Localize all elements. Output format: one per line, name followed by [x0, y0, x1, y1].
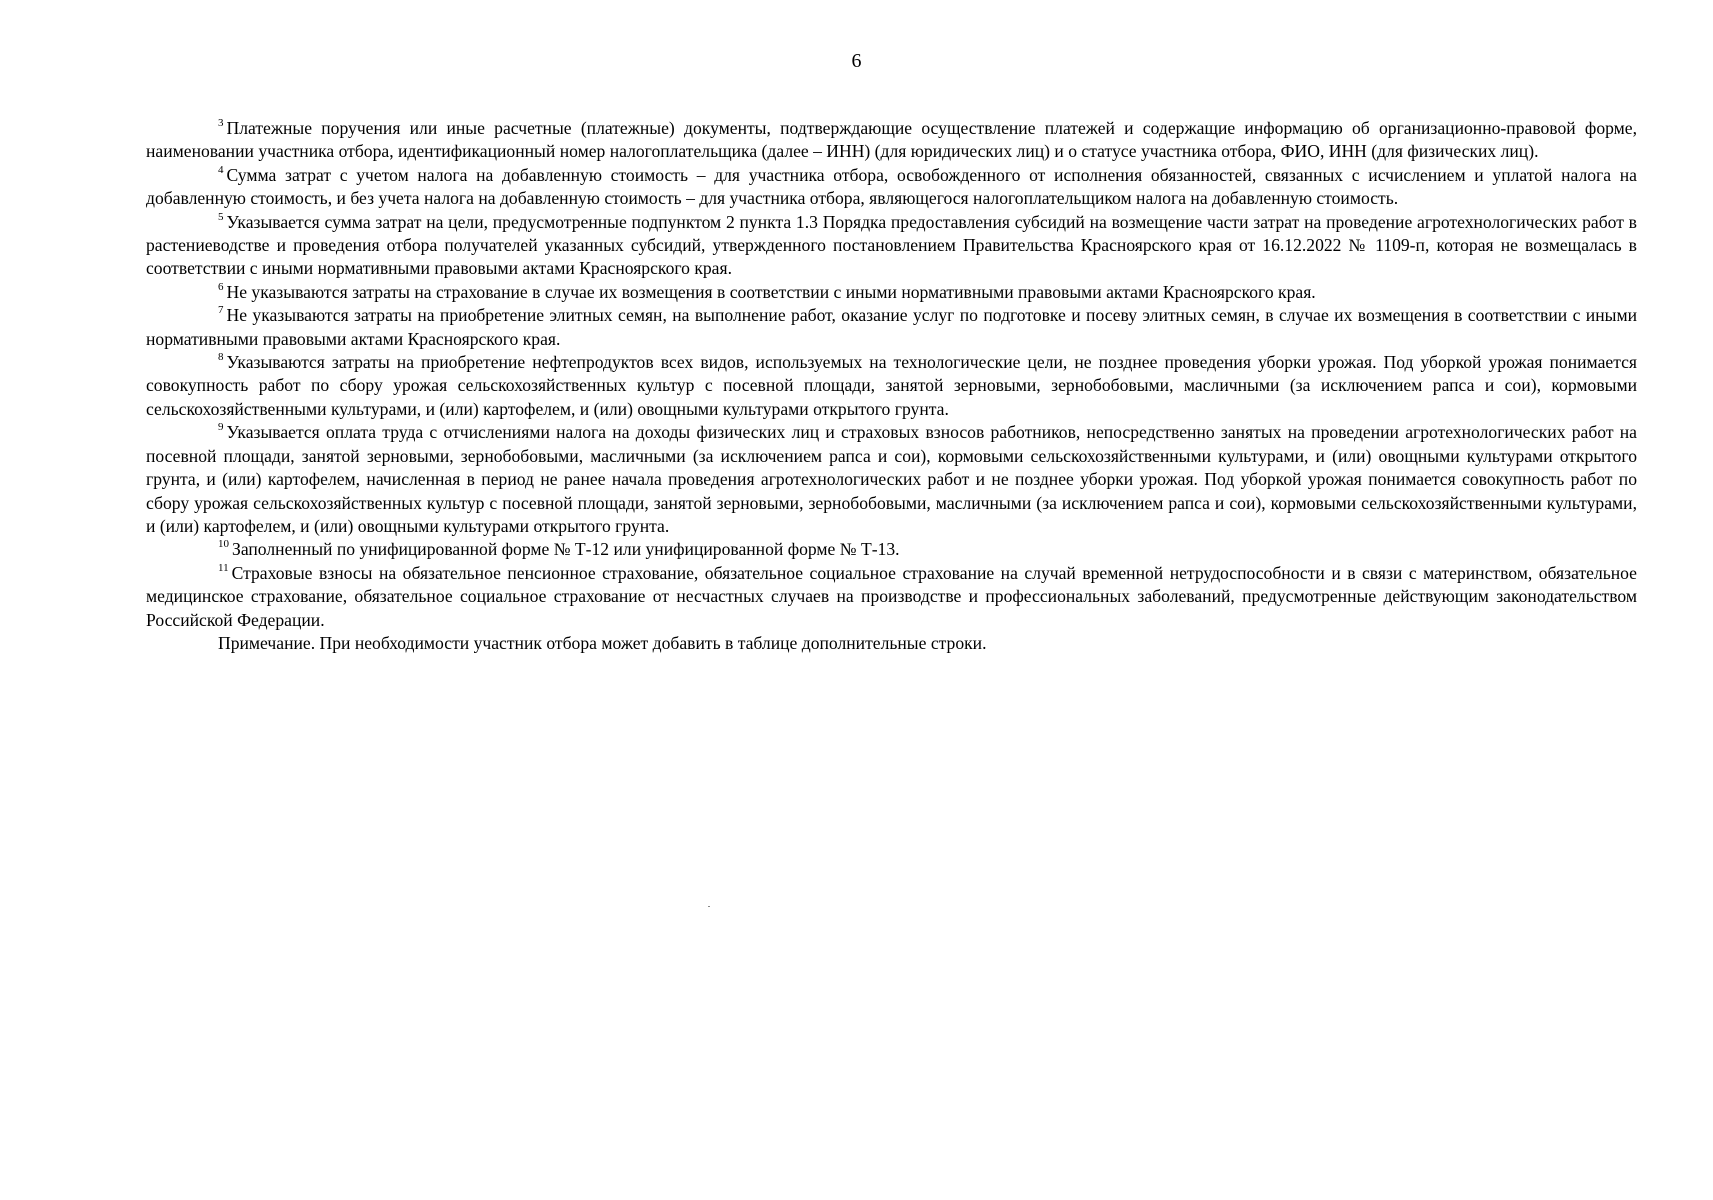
footnote-marker: 9 — [218, 421, 224, 434]
footnote-5 — [146, 211, 1637, 281]
footnote-text: Не указываются затраты на страхование в случае их возмещения в соответствии с иными нормативными правовыми актами Красноярского края. — [226, 281, 1316, 302]
footnote-11 — [146, 562, 1637, 632]
footnote-4 — [146, 164, 1637, 211]
footnote-text: Платежные поручения или иные расчетные (платежные) документы, подтверждающие осуществление платежей и содержащие информацию об организационно-правовой форме, наименовании участника отбора, идентификационный номер налогоплательщика (далее – ИНН) (для юридических лиц) и о статусе участника отбора, ФИО, ИНН (для физических лиц). — [146, 118, 1637, 162]
footnote-7 — [146, 304, 1637, 351]
footnotes-section — [146, 117, 1637, 655]
footnote-9 — [146, 421, 1637, 538]
footnote-3 — [146, 117, 1637, 164]
scan-speck — [708, 906, 710, 907]
footnote-marker: 5 — [218, 210, 224, 223]
footnote-text: Указываются затраты на приобретение нефтепродуктов всех видов, используемых на технологические цели, не позднее проведения уборки урожая. Под уборкой урожая понимается совокупность работ по сбору урожая сельскохозяйственных культур с посевной площади, занятой зерновыми, зернобобовыми, масличными (за исключением рапса и сои), кормовыми сельскохозяйственными культурами, и (или) картофелем, и (или) овощными культурами открытого грунта. — [146, 352, 1637, 419]
footnote-marker: 11 — [218, 561, 229, 574]
footnote-text: Заполненный по унифицированной форме № Т-12 или унифицированной форме № Т-13. — [232, 539, 900, 560]
footnote-marker: 8 — [218, 351, 224, 364]
footnote-marker: 3 — [218, 117, 224, 129]
footnote-text: Не указываются затраты на приобретение элитных семян, на выполнение работ, оказание услуг по подготовке и посеву элитных семян, в случае их возмещения в соответствии с иными нормативными правовыми актами Красноярского края. — [146, 305, 1637, 349]
footnote-10 — [146, 538, 1637, 561]
footnote-6 — [146, 281, 1637, 304]
footnote-marker: 4 — [218, 163, 224, 176]
footnote-text: Указывается сумма затрат на цели, предусмотренные подпунктом 2 пункта 1.3 Порядка предоставления субсидий на возмещение части затрат на проведение агротехнологических работ в растениеводстве и проведения отбора получателей указанных субсидий, утвержденного постановлением Правительства Красноярского края от 16.12.2022 № 1109-п, которая не возмещалась в соответствии с иными нормативными правовыми актами Красноярского края. — [146, 211, 1637, 279]
footnote-8 — [146, 351, 1637, 421]
footnote-text: Указывается оплата труда с отчислениями налога на доходы физических лиц и страховых взносов работников, непосредственно занятых на проведении агротехнологических работ на посевной площади, занятой зерновыми, зернобобовыми, масличными (за исключением рапса и сои), кормовыми сельскохозяйственными культурами, и (или) овощными культурами открытого грунта, и (или) картофелем, начисленная в период не ранее начала проведения агротехнологических работ и не позднее уборки урожая. Под уборкой урожая понимается совокупность работ по сбору урожая сельскохозяйственных культур с посевной площади, занятой зерновыми, зернобобовыми, масличными (за исключением рапса и сои), кормовыми сельскохозяйственными культурами, и (или) картофелем, и (или) овощными культурами открытого грунта. — [146, 422, 1637, 536]
footnote-marker: 10 — [218, 538, 229, 551]
page-number: 6 — [851, 50, 862, 72]
footnote-marker: 6 — [218, 280, 224, 293]
footnote-text: Сумма затрат с учетом налога на добавленную стоимость – для участника отбора, освобожденного от исполнения обязанностей, связанных с исчислением и уплатой налога на добавленную стоимость, и без учета налога на добавленную стоимость – для участника отбора, являющегося налогоплательщиком налога на добавленную стоимость. — [146, 164, 1637, 209]
footnote-marker: 7 — [218, 304, 224, 317]
note-paragraph: Примечание. При необходимости участник отбора может добавить в таблице дополнительные строки. — [218, 632, 987, 653]
footnote-text: Страховые взносы на обязательное пенсионное страхование, обязательное социальное страхование на случай временной нетрудоспособности и в связи с материнством, обязательное медицинское страхование, обязательное социальное страхование от несчастных случаев на производстве и профессиональных заболеваний, предусмотренные действующим законодательством Российской Федерации. — [146, 562, 1637, 630]
